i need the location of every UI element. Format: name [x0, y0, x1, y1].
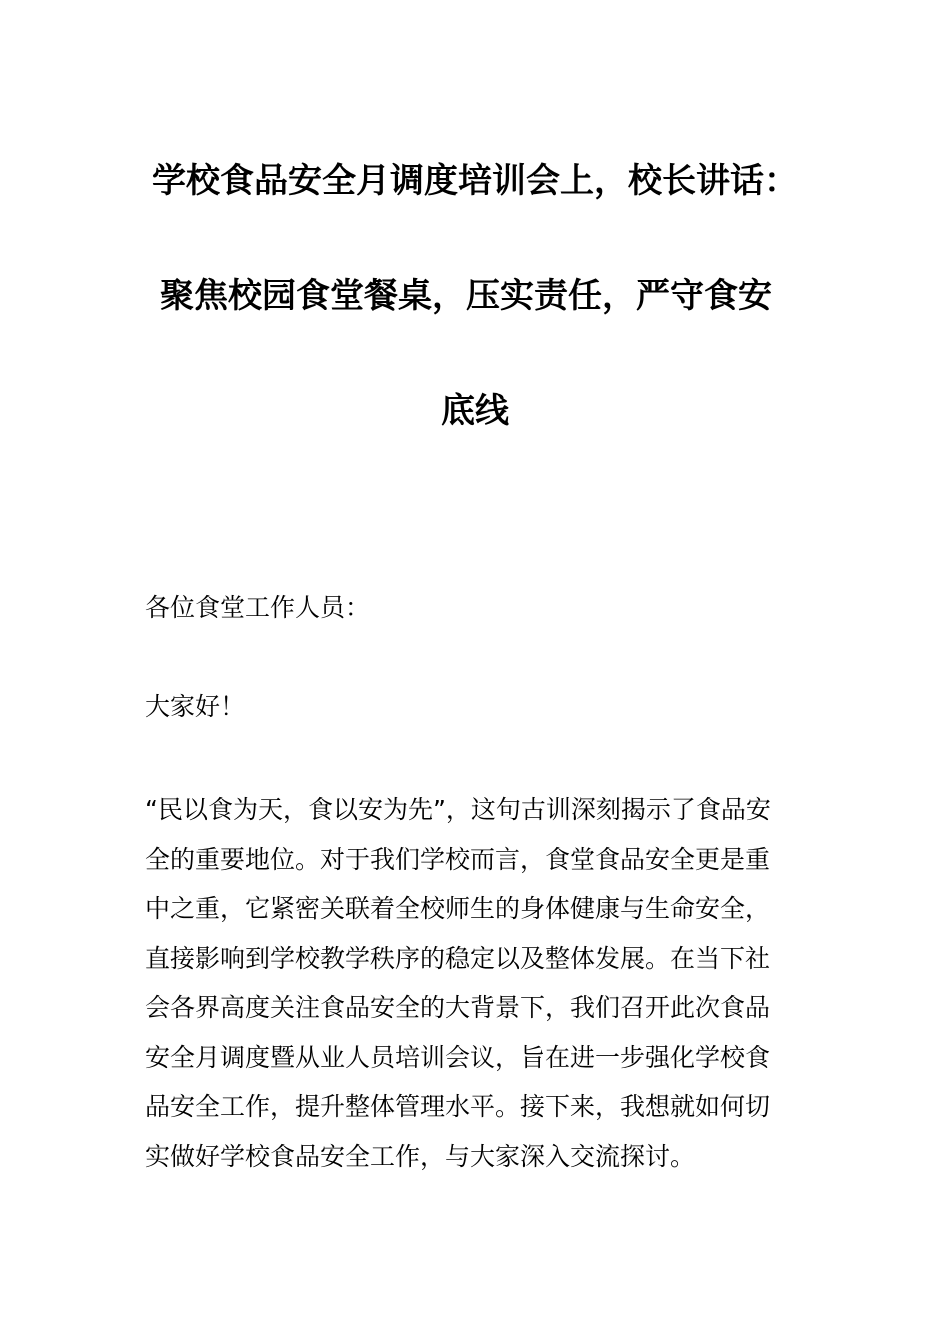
paragraph-line: 实做好学校食品安全工作，与大家深入交流探讨。 [145, 1141, 696, 1171]
greeting: 大家好！ [145, 692, 246, 721]
document-title [120, 152, 830, 440]
document-body [145, 588, 810, 1181]
paragraph-line: “民以食为天，食以安为先”，这句古训深刻揭示了食品安 [145, 795, 771, 824]
paragraph-line: 全的重要地位。对于我们学校而言，食堂食品安全更是重 [145, 844, 771, 874]
title-line-1: 学校食品安全月调度培训会上，校长讲话： [152, 161, 798, 201]
paragraph-line: 会各界高度关注食品安全的大背景下，我们召开此次食品 [145, 993, 771, 1022]
paragraph-line: 安全月调度暨从业人员培训会议，旨在进一步强化学校食 [145, 1042, 771, 1072]
title-line-3: 底线 [441, 391, 509, 431]
title-line-2: 聚焦校园食堂餐桌，压实责任，严守食安 [160, 276, 772, 316]
paragraph-line: 直接影响到学校教学秩序的稳定以及整体发展。在当下社 [145, 943, 771, 973]
paragraph-line: 品安全工作，提升整体管理水平。接下来，我想就如何切 [145, 1092, 771, 1121]
salutation: 各位食堂工作人员： [145, 593, 371, 622]
paragraph-1 [145, 785, 810, 1181]
paragraph-line: 中之重，它紧密关联着全校师生的身体健康与生命安全， [145, 894, 771, 923]
